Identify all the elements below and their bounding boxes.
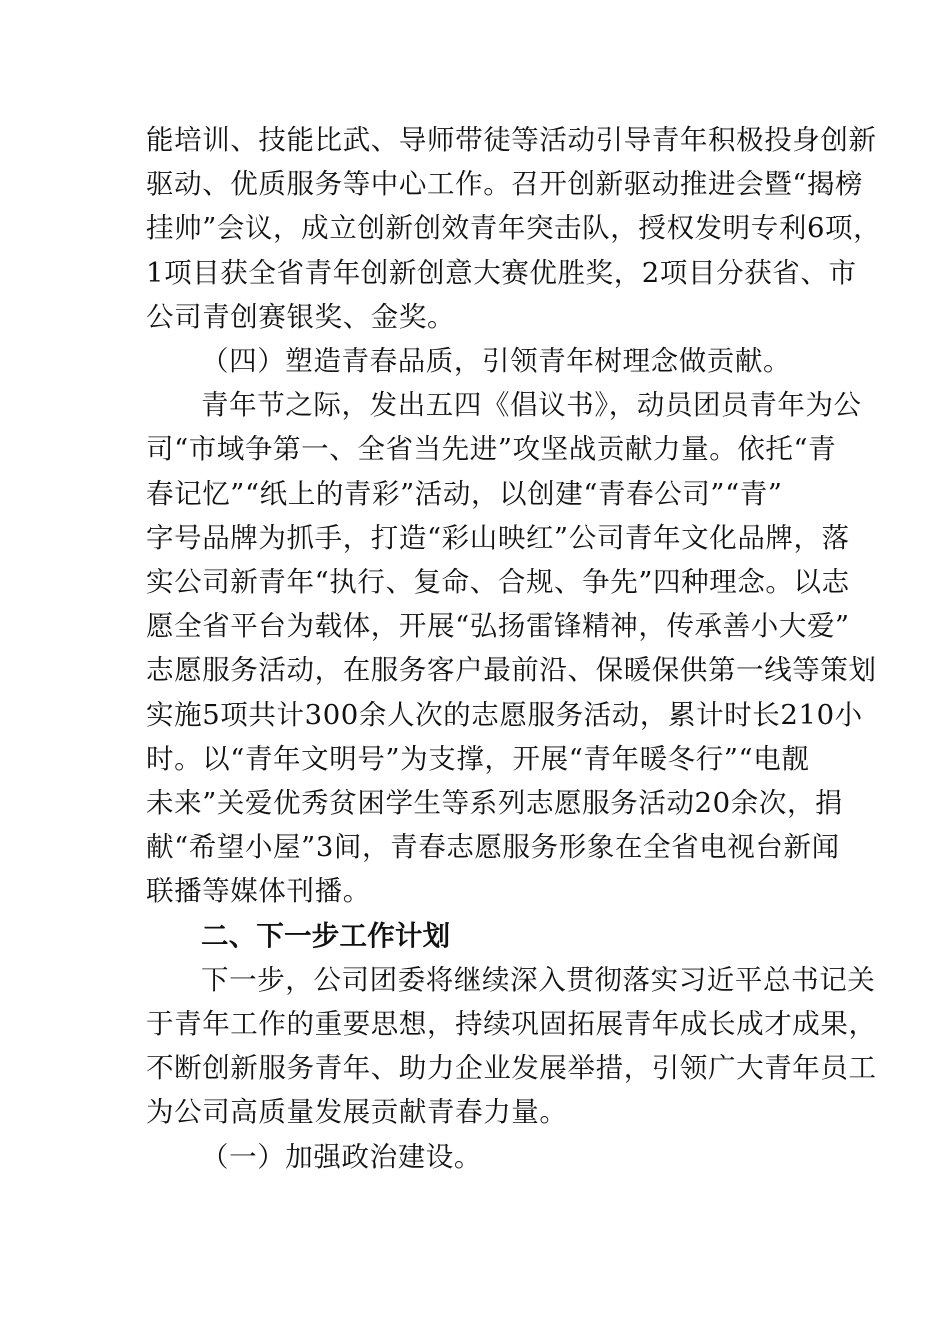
paragraph-line: 志愿服务活动，在服务客户最前沿、保暖保供第一线等策划	[146, 654, 877, 687]
paragraph-line: 驱动、优质服务等中心工作。召开创新驱动推进会暨“揭榜	[146, 168, 864, 201]
paragraph-line: 能培训、技能比武、导师带徒等活动引导青年积极投身创新	[146, 124, 877, 156]
paragraph-line: 挂帅”会议，成立创新创效青年突击队，授权发明专利6项，	[146, 212, 882, 245]
paragraph-line: 青年节之际，发出五四《倡议书》，动员团员青年为公	[201, 389, 862, 422]
paragraph-line: 愿全省平台为载体，开展“弘扬雷锋精神，传承善小大爱”	[146, 610, 850, 643]
paragraph-line: 实施5项共计300余人次的志愿服务活动，累计时长210小	[146, 698, 863, 731]
paragraph-line: 联播等媒体刊播。	[146, 875, 371, 908]
document-body	[146, 118, 882, 1179]
section-subheading: （四）塑造青春品质，引领青年树理念做贡献。	[201, 345, 792, 378]
paragraph-line: 时。以“青年文明号”为支撑，开展“青年暖冬行”“电靓	[146, 742, 810, 775]
paragraph-line: 实公司新青年“执行、复命、合规、争先”四种理念。以志	[146, 566, 850, 599]
paragraph-line: 司“市域争第一、全省当先进”攻坚战贡献力量。依托“青	[146, 433, 837, 466]
paragraph-line: 春记忆”“纸上的青彩”活动，以创建“青春公司”“青”	[146, 477, 783, 510]
paragraph-line: 为公司高质量发展贡献青春力量。	[146, 1096, 568, 1129]
paragraph-line: 不断创新服务青年、助力企业发展举措，引领广大青年员工	[146, 1052, 877, 1085]
paragraph-line: 献“希望小屋”3间，青春志愿服务形象在全省电视台新闻	[146, 831, 840, 864]
paragraph-line: 1项目获全省青年创新创意大赛优胜奖，2项目分获省、市	[146, 256, 857, 289]
paragraph-line: 下一步，公司团委将继续深入贯彻落实习近平总书记关	[201, 963, 876, 996]
section-heading: 二、下一步工作计划	[201, 919, 451, 952]
section-subheading: （一）加强政治建设。	[201, 1140, 482, 1173]
paragraph-line: 字号品牌为抓手，打造“彩山映红”公司青年文化品牌，落	[146, 521, 850, 554]
paragraph-line: 未来”关爱优秀贫困学生等系列志愿服务活动20余次，捐	[146, 787, 844, 820]
paragraph-line: 公司青创赛银奖、金奖。	[146, 300, 456, 333]
paragraph-line: 于青年工作的重要思想，持续巩固拓展青年成长成才成果，	[146, 1008, 877, 1041]
